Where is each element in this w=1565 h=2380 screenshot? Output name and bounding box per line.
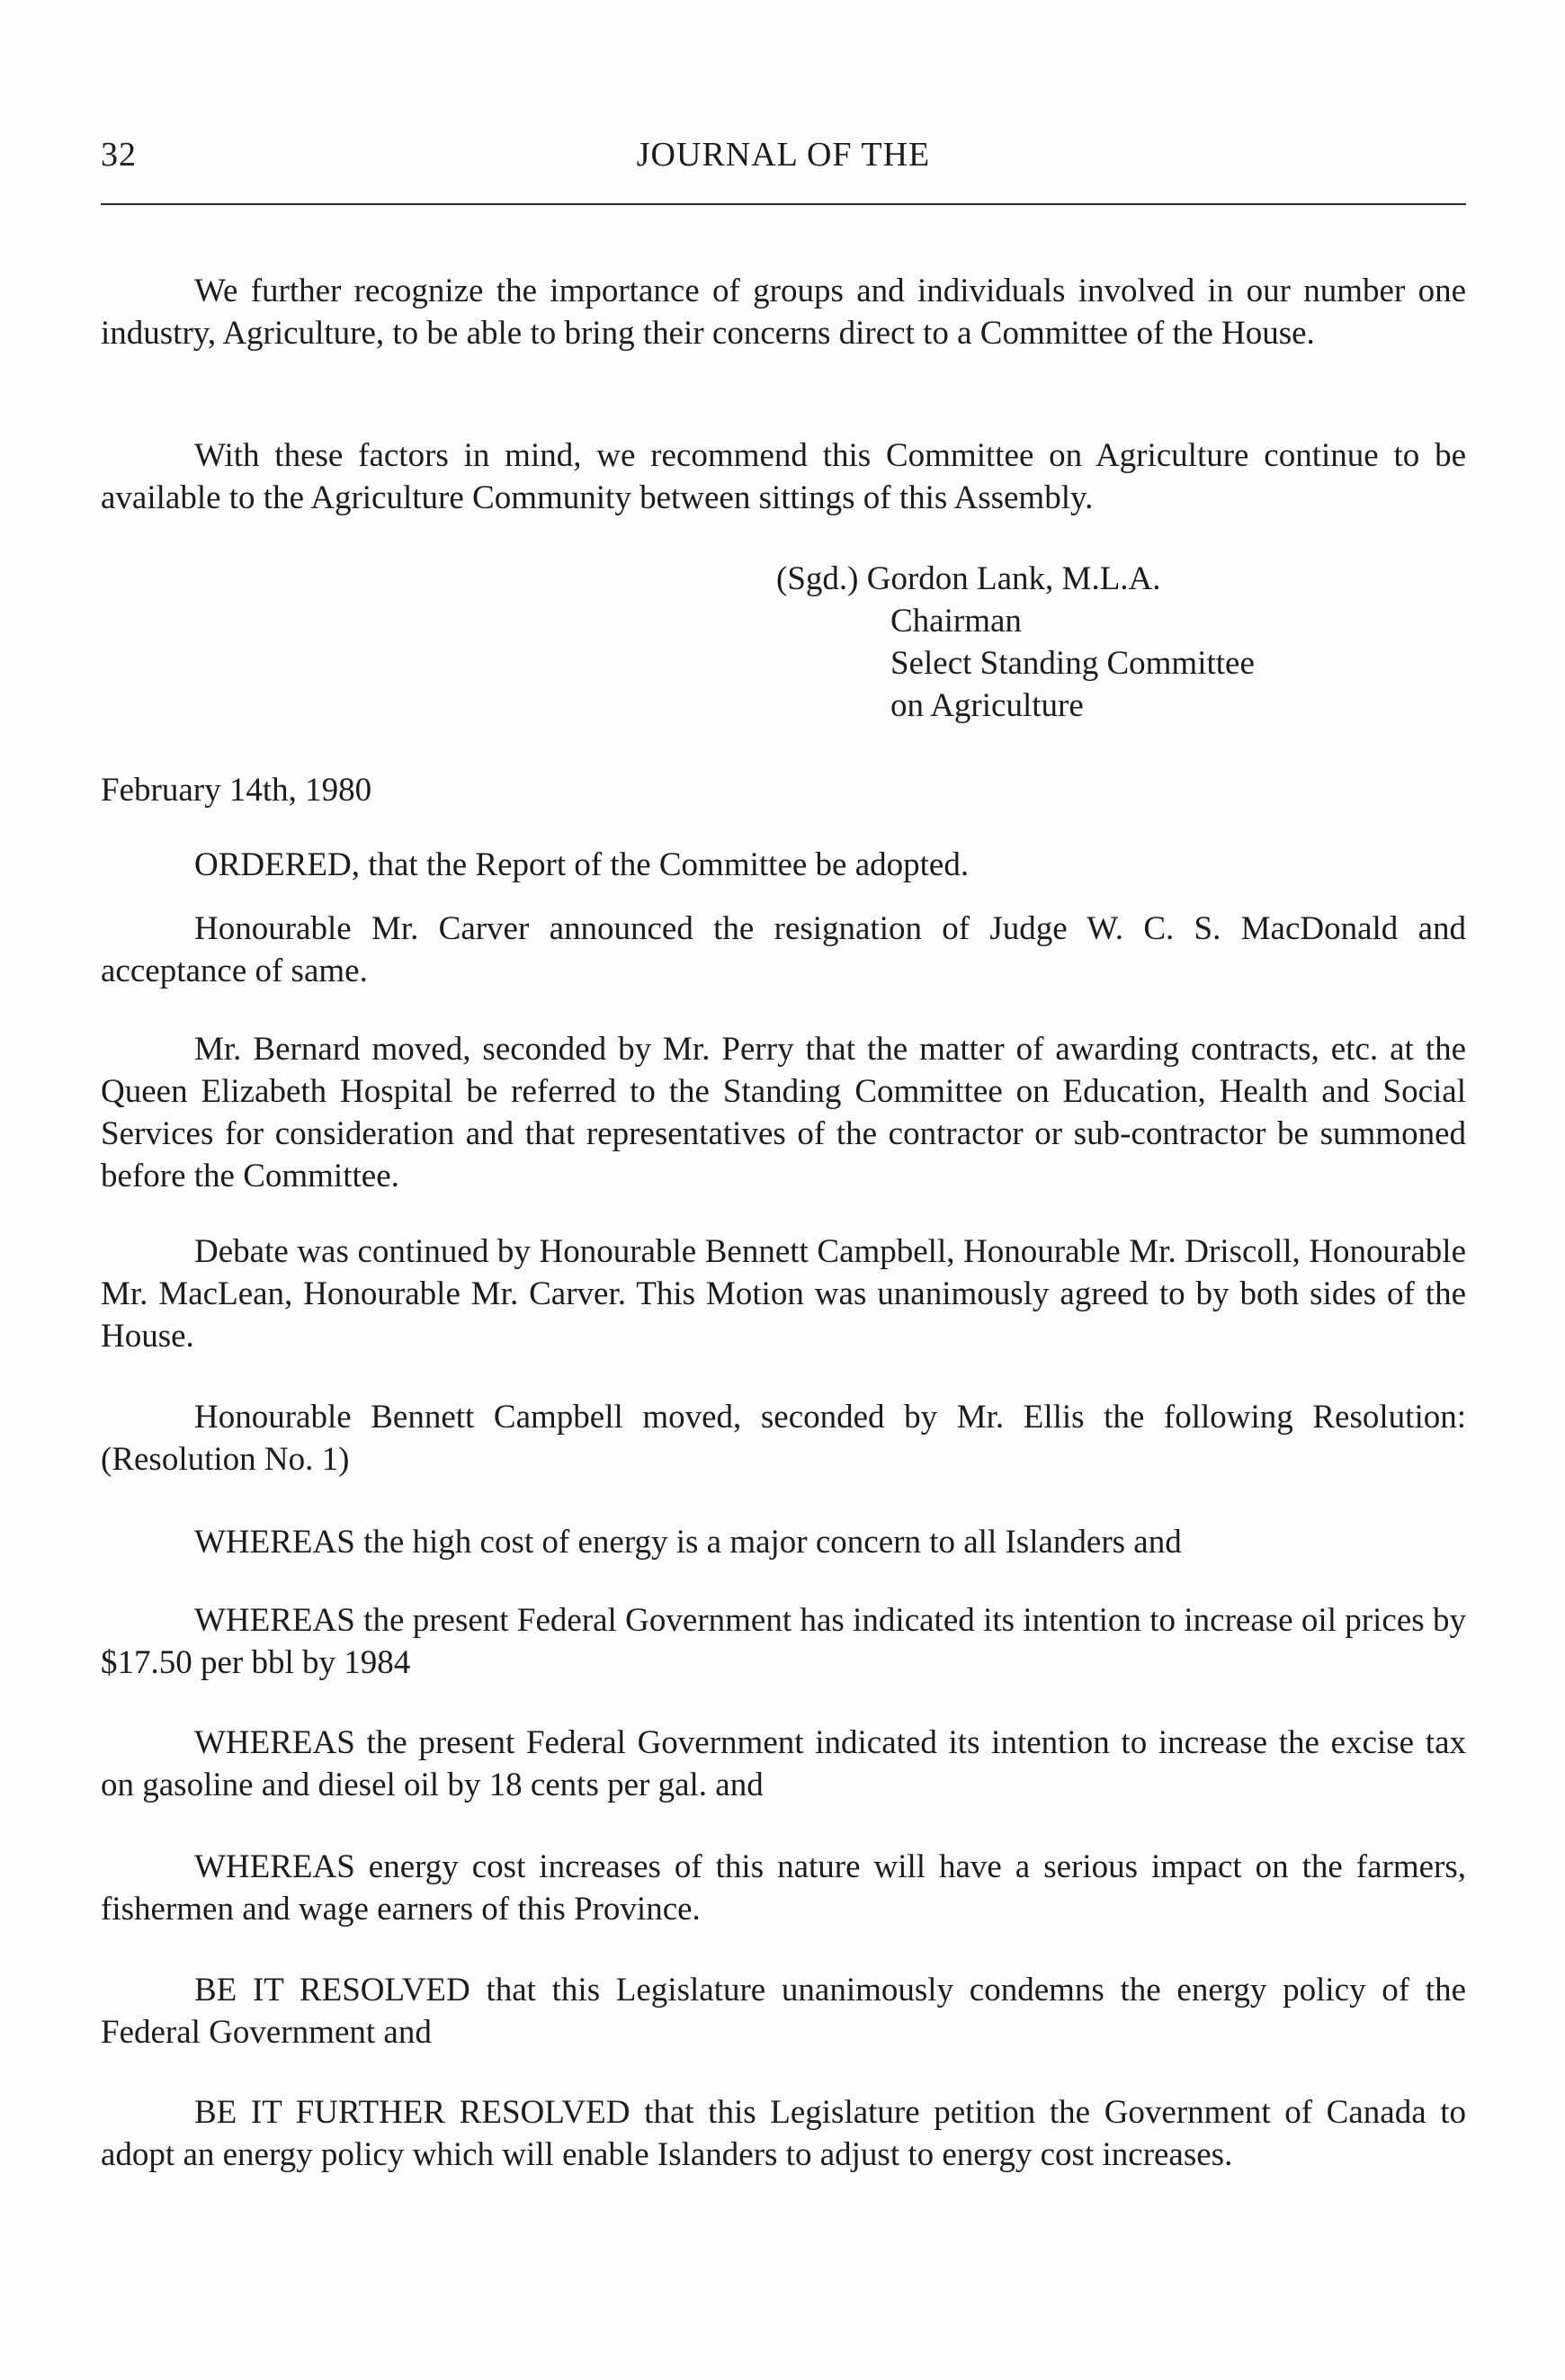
report-date: February 14th, 1980 (101, 772, 372, 809)
paragraph: With these factors in mind, we recommend this Committee on Agriculture continue to be available to the Agriculture Community between sittings of this Assembly. (101, 437, 1466, 516)
paragraph: Honourable Mr. Carver announced the resignation of Judge W. C. S. MacDonald and acceptance of same. (101, 910, 1466, 989)
signature-name: Gordon Lank, M.L.A. (866, 560, 1161, 597)
paragraph: WHEREAS the high cost of energy is a major concern to all Islanders and (194, 1524, 1182, 1561)
paragraph: ORDERED, that the Report of the Committee be adopted. (194, 846, 970, 883)
signature-committee-line1: Select Standing Committee (890, 645, 1255, 682)
signature-prefix: (Sgd.) (776, 560, 859, 597)
paragraph: Mr. Bernard moved, seconded by Mr. Perry that the matter of awarding contracts, etc. at the Queen Elizabeth Hospital be referred to the Standing Committee on Education, Health and Social Services for consideration and that representatives of the contractor or sub-contractor be summoned before the Committee. (101, 1031, 1466, 1194)
paragraph: Debate was continued by Honourable Bennett Campbell, Honourable Mr. Driscoll, Honourable Mr. MacLean, Honourable Mr. Carver. This Motion was unanimously agreed to by both sides of the House. (101, 1233, 1466, 1355)
page-header (101, 135, 1466, 185)
page-number: 32 (101, 136, 137, 174)
header-rule (101, 203, 1466, 205)
signature-committee-line2: on Agriculture (890, 687, 1084, 724)
paragraph: WHEREAS energy cost increases of this nature will have a serious impact on the farmers, fishermen and wage earners of this Province. (101, 1848, 1466, 1928)
paragraph: BE IT RESOLVED that this Legislature unanimously condemns the energy policy of the Federal Government and (101, 1972, 1466, 2051)
paragraph: WHEREAS the present Federal Government has indicated its intention to increase oil prices by $17.50 per bbl by 1984 (101, 1602, 1466, 1681)
paragraph: We further recognize the importance of groups and individuals involved in our number one industry, Agriculture, to be able to bring their concerns direct to a Committee of the House. (101, 273, 1466, 352)
signature-title: Chairman (890, 603, 1022, 640)
signature-line (776, 558, 1466, 600)
paragraph: Honourable Bennett Campbell moved, seconded by Mr. Ellis the following Resolution: (Resolution No. 1) (101, 1399, 1466, 1478)
paragraph: BE IT FURTHER RESOLVED that this Legislature petition the Government of Canada to adopt an energy policy which will enable Islanders to adjust to energy cost increases. (101, 2094, 1466, 2173)
signature-block (776, 558, 1466, 727)
paragraph: WHEREAS the present Federal Government indicated its intention to increase the excise tax on gasoline and diesel oil by 18 cents per gal. and (101, 1724, 1466, 1803)
running-title: JOURNAL OF THE (636, 136, 931, 174)
